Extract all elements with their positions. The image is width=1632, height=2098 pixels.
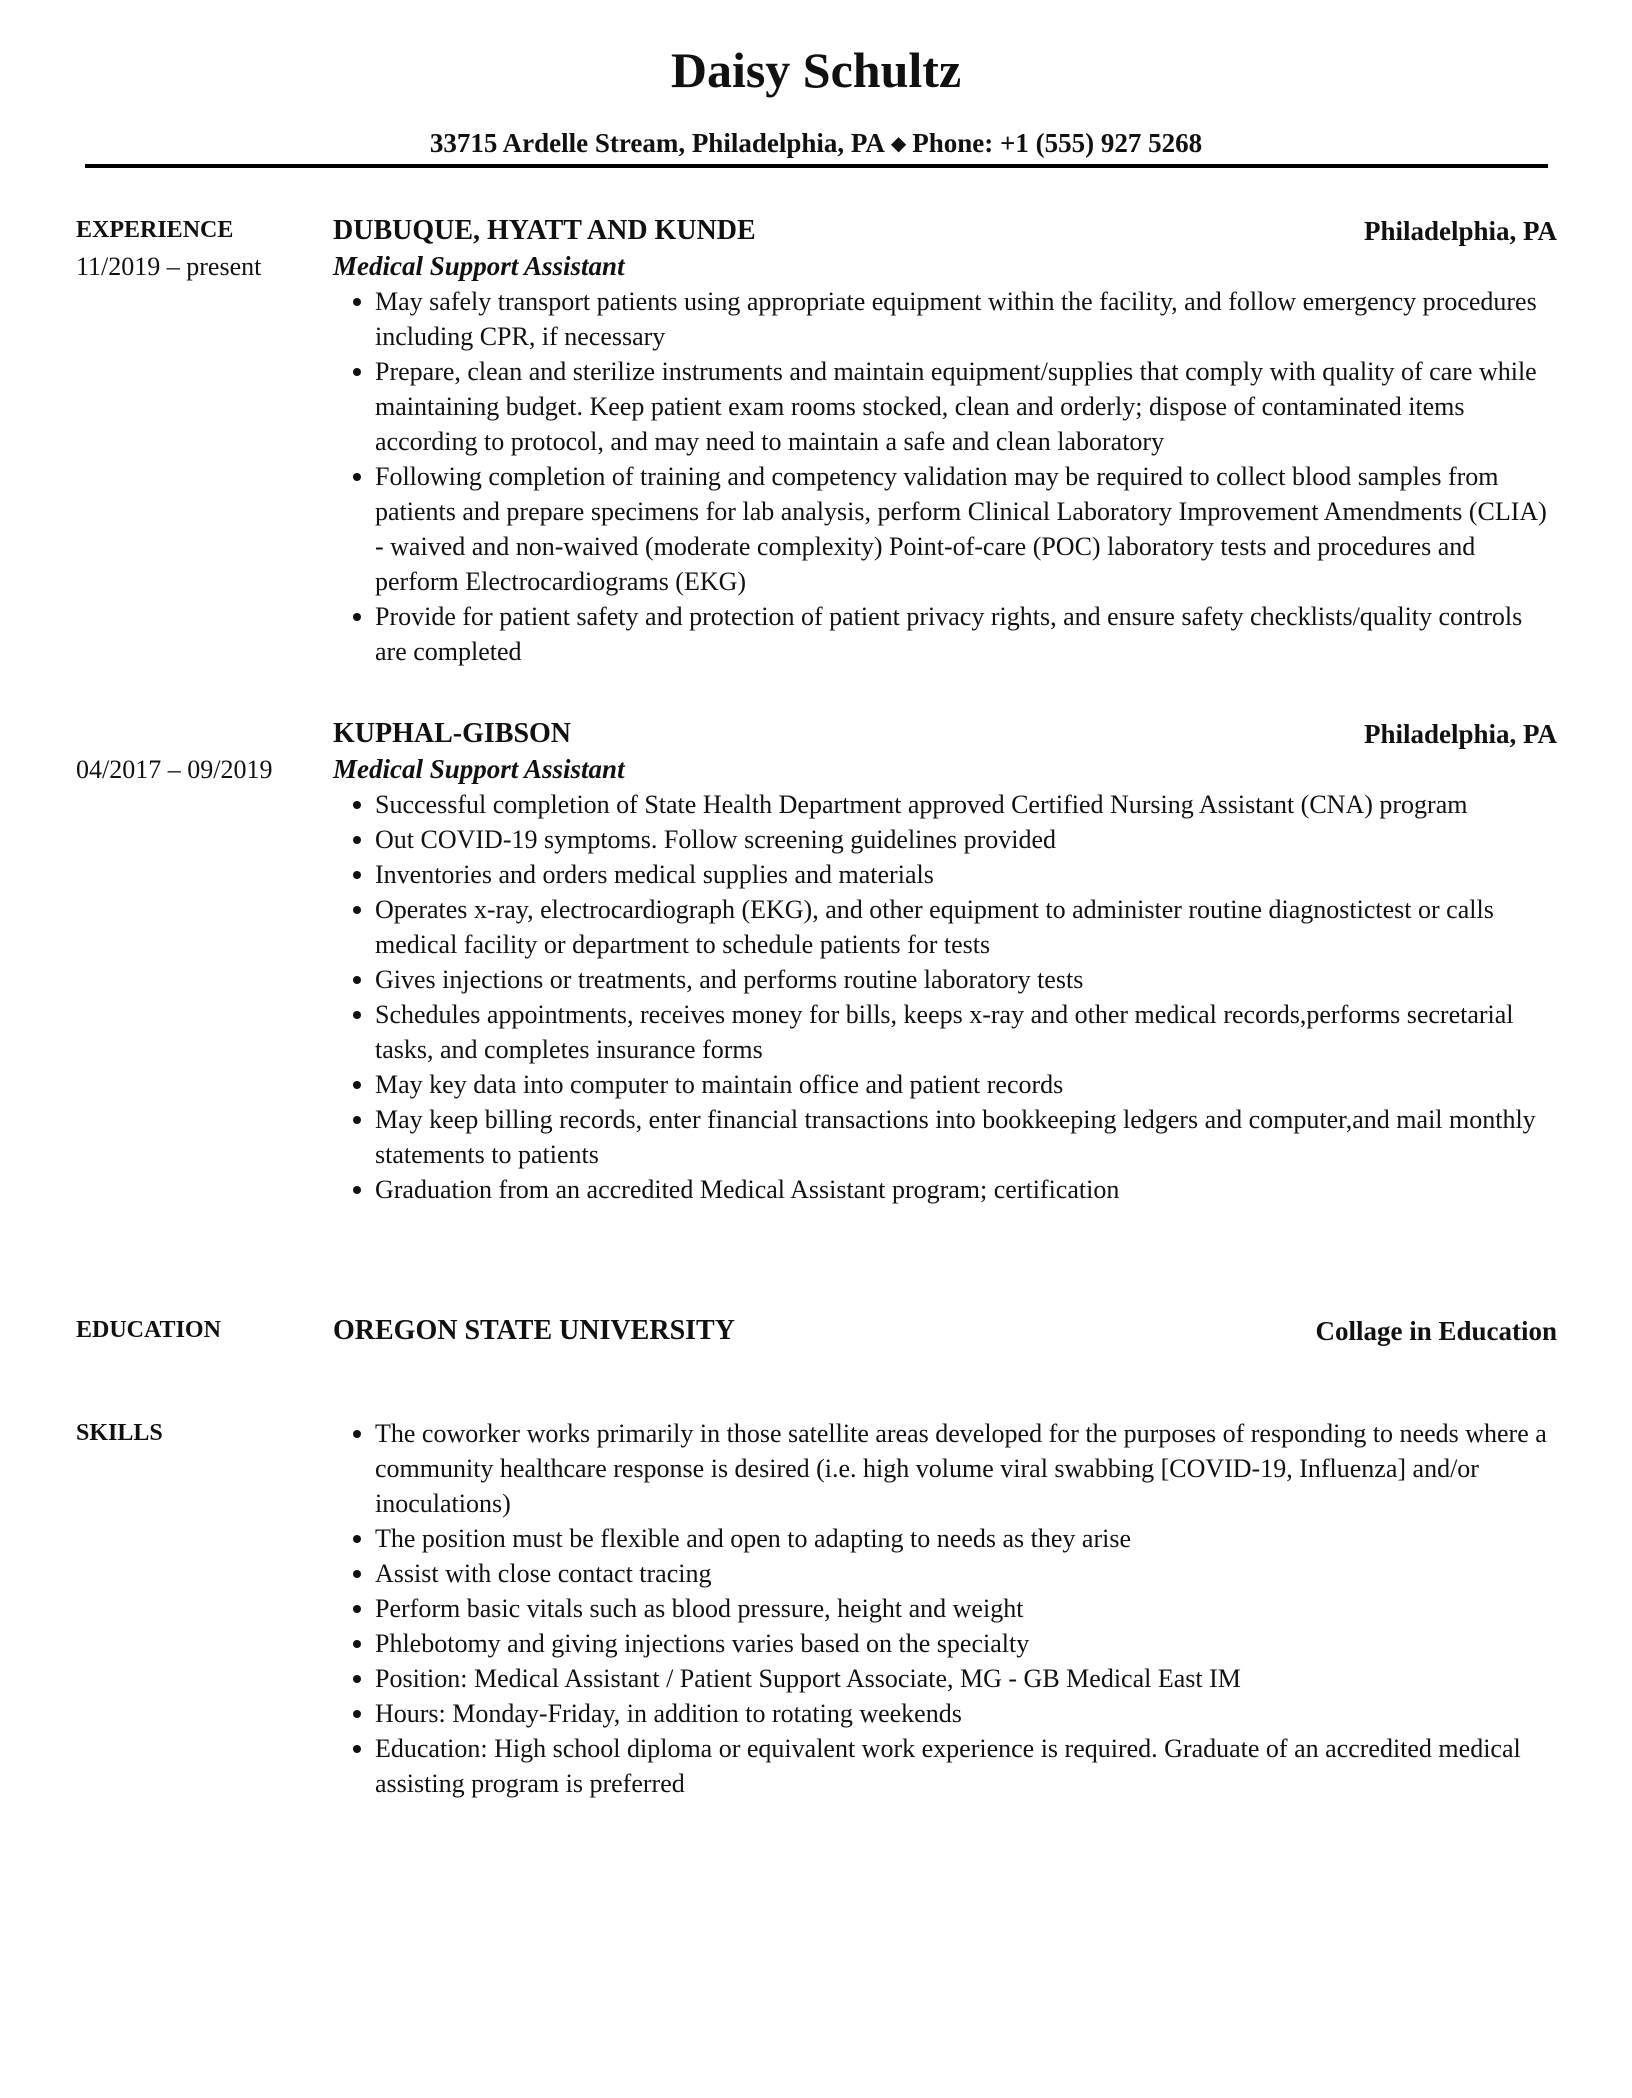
bullet-icon xyxy=(353,1640,361,1648)
bullet-icon xyxy=(353,613,361,621)
company-name: DUBUQUE, HYATT AND KUNDE xyxy=(333,215,756,246)
bullet-item xyxy=(333,892,1555,962)
job-title: Medical Support Assistant xyxy=(333,251,625,281)
bullet-item xyxy=(333,1067,1555,1102)
bullet-text: Successful completion of State Health Department approved Certified Nursing Assistant (CNA) program xyxy=(375,790,1468,819)
address: 33715 Ardelle Stream, Philadelphia, PA xyxy=(429,128,885,158)
skill-item xyxy=(333,1661,1555,1696)
job-entry xyxy=(76,716,1557,1207)
bullet-item xyxy=(333,997,1555,1067)
bullet-icon xyxy=(353,368,361,376)
company-name: KUPHAL-GIBSON xyxy=(333,718,572,749)
skill-text: Assist with close contact tracing xyxy=(375,1559,712,1588)
bullet-icon xyxy=(353,1745,361,1753)
job-dates: 11/2019 – present xyxy=(76,252,262,281)
skill-text: Perform basic vitals such as blood pressure, height and weight xyxy=(375,1594,1024,1623)
bullet-item xyxy=(333,354,1555,459)
bullet-text: Gives injections or treatments, and performs routine laboratory tests xyxy=(375,965,1084,994)
bullet-item xyxy=(333,962,1555,997)
skill-item xyxy=(333,1626,1555,1661)
bullet-icon xyxy=(353,1186,361,1194)
skill-text: The position must be flexible and open to adapting to needs as they arise xyxy=(375,1524,1131,1553)
bullet-icon xyxy=(353,1675,361,1683)
job-bullets xyxy=(333,787,1557,1207)
bullet-icon xyxy=(353,1116,361,1124)
skill-text: Hours: Monday-Friday, in addition to rotating weekends xyxy=(375,1699,962,1728)
skill-item xyxy=(333,1556,1555,1591)
skill-text: Position: Medical Assistant / Patient Support Associate, MG - GB Medical East IM xyxy=(375,1664,1241,1693)
section-label-experience: EXPERIENCE xyxy=(76,217,234,243)
section-label-skills: SKILLS xyxy=(76,1420,163,1446)
bullet-text: Inventories and orders medical supplies and materials xyxy=(375,860,934,889)
bullet-text: May keep billing records, enter financial transactions into bookkeeping ledgers and computer,and mail monthly statements to patients xyxy=(375,1105,1536,1169)
phone: Phone: +1 (555) 927 5268 xyxy=(912,128,1203,158)
skill-item xyxy=(333,1731,1555,1801)
job-title: Medical Support Assistant xyxy=(333,754,625,784)
bullet-icon xyxy=(353,1605,361,1613)
skill-text: Phlebotomy and giving injections varies based on the specialty xyxy=(375,1629,1030,1658)
education-entry xyxy=(333,1313,1557,1349)
skill-text: The coworker works primarily in those satellite areas developed for the purposes of responding to needs where a community healthcare response is desired (i.e. high volume viral swabbing [COVID-19, Influenza] and/or inoculations) xyxy=(375,1419,1547,1518)
bullet-item xyxy=(333,599,1555,669)
bullet-item xyxy=(333,857,1555,892)
bullet-icon xyxy=(353,1081,361,1089)
bullet-text: Prepare, clean and sterilize instruments and maintain equipment/supplies that comply with quality of care while maintaining budget. Keep patient exam rooms stocked, clean and orderly; dispose of contaminated items according to protocol, and may need to maintain a safe and clean laboratory xyxy=(375,357,1537,456)
bullet-text: Out COVID-19 symptoms. Follow screening guidelines provided xyxy=(375,825,1056,854)
bullet-icon xyxy=(353,871,361,879)
skills-content xyxy=(333,1416,1557,1801)
bullet-icon xyxy=(353,1570,361,1578)
section-label-education: EDUCATION xyxy=(76,1317,221,1343)
bullet-item xyxy=(333,284,1555,354)
skill-item xyxy=(333,1521,1555,1556)
bullet-text: Following completion of training and competency validation may be required to collect blood samples from patients and prepare specimens for lab analysis, perform Clinical Laboratory Improvement Amendments (CLIA) - waived and non-waived (moderate complexity) Point-of-care (POC) laboratory tests and procedures and perform Electrocardiograms (EKG) xyxy=(375,462,1547,596)
bullet-text: Schedules appointments, receives money for bills, keeps x-ray and other medical records,performs secretarial tasks, and completes insurance forms xyxy=(375,1000,1514,1064)
bullet-text: Provide for patient safety and protection of patient privacy rights, and ensure safety checklists/quality controls are completed xyxy=(375,602,1523,666)
contact-line xyxy=(0,126,1632,161)
bullet-icon xyxy=(353,1710,361,1718)
header-divider xyxy=(85,164,1548,168)
job-header xyxy=(333,213,1557,249)
bullet-icon xyxy=(353,1430,361,1438)
bullet-item xyxy=(333,822,1555,857)
bullet-icon xyxy=(353,836,361,844)
skill-item xyxy=(333,1416,1555,1521)
school-name: OREGON STATE UNIVERSITY xyxy=(333,1315,735,1346)
candidate-name: Daisy Schultz xyxy=(670,42,962,98)
bullet-icon xyxy=(353,1535,361,1543)
job-bullets xyxy=(333,284,1557,669)
bullet-text: May safely transport patients using appropriate equipment within the facility, and follow emergency procedures including CPR, if necessary xyxy=(375,287,1537,351)
job-dates: 04/2017 – 09/2019 xyxy=(76,755,273,784)
bullet-icon xyxy=(353,801,361,809)
bullet-icon xyxy=(353,473,361,481)
bullet-icon xyxy=(353,1011,361,1019)
job-location: Philadelphia, PA xyxy=(1363,719,1557,749)
job-title-row xyxy=(76,752,1557,787)
bullet-icon xyxy=(353,976,361,984)
job-title-row xyxy=(76,249,1557,284)
skill-item xyxy=(333,1696,1555,1731)
bullet-text: May key data into computer to maintain office and patient records xyxy=(375,1070,1064,1099)
job-header xyxy=(333,716,1557,752)
diamond-icon: ◆ xyxy=(890,133,907,155)
job-location: Philadelphia, PA xyxy=(1363,216,1557,246)
skills-list xyxy=(333,1416,1557,1801)
bullet-icon xyxy=(353,906,361,914)
bullet-icon xyxy=(353,298,361,306)
bullet-item xyxy=(333,459,1555,599)
skill-item xyxy=(333,1591,1555,1626)
bullet-text: Operates x-ray, electrocardiograph (EKG), and other equipment to administer routine diagnostictest or calls medical facility or department to schedule patients for tests xyxy=(375,895,1494,959)
skill-text: Education: High school diploma or equivalent work experience is required. Graduate of an accredited medical assisting program is preferred xyxy=(375,1734,1521,1798)
education-content xyxy=(333,1313,1557,1349)
bullet-item xyxy=(333,787,1555,822)
bullet-item xyxy=(333,1102,1555,1172)
degree: Collage in Education xyxy=(1315,1316,1557,1346)
bullet-text: Graduation from an accredited Medical Assistant program; certification xyxy=(375,1175,1120,1204)
bullet-item xyxy=(333,1172,1555,1207)
